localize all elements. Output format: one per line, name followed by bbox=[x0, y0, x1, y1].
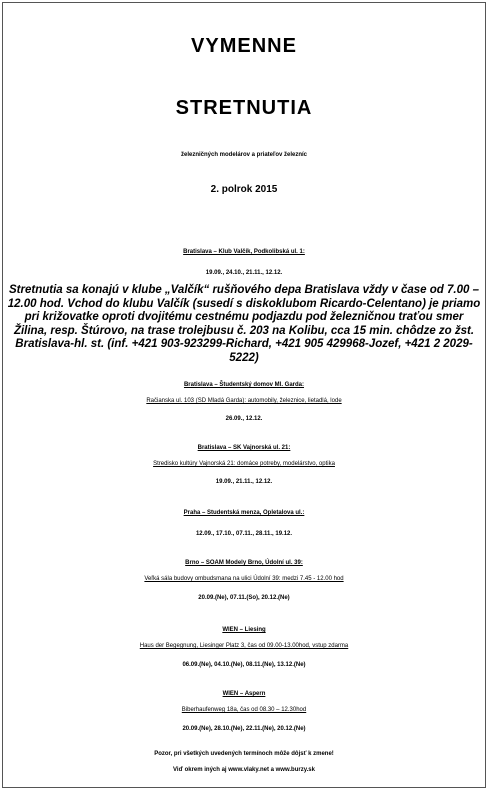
event-heading: Bratislava – SK Vajnorská ul. 21: bbox=[197, 445, 291, 451]
footer-warning: Pozor, pri všetkých uvedených termínoch môže dôjsť k zmene! bbox=[154, 751, 334, 757]
event-wien-liesing bbox=[3, 620, 485, 677]
period: 2. polrok 2015 bbox=[210, 184, 278, 195]
event-info: Haus der Begegnung, Liesinger Platz 3, čas od 09.00-13.00hod, vstup zdarma bbox=[139, 643, 349, 649]
event-heading: Bratislava – Klub Valčík, Podkolibská ul. 1: bbox=[183, 249, 305, 255]
event-info: Stredisko kultúry Vajnorská 21: domáce potreby, modelárstvo, optika bbox=[153, 461, 335, 467]
event-wien-aspern bbox=[3, 684, 485, 741]
event-info: Biberhaufenweg 18a, čas od 08.30 – 12.30hod bbox=[181, 707, 307, 713]
title-line-2: STRETNUTIA bbox=[175, 97, 313, 119]
event-heading: Bratislava – Študentský domov Ml. Garda: bbox=[183, 382, 305, 388]
event-heading: Praha – Studentská menza, Opletalova ul.: bbox=[183, 510, 305, 516]
footer-links: Viď okrem iných aj www.vlaky.net a www.burzy.sk bbox=[173, 767, 315, 773]
event-dates: 12.09., 17.10., 07.11., 28.11., 19.12. bbox=[195, 531, 293, 537]
event-praha bbox=[3, 503, 485, 545]
event-dates: 19.09., 21.11., 12.12. bbox=[215, 479, 273, 485]
event-bratislava-valcik bbox=[3, 242, 485, 365]
title-line-1: VYMENNE bbox=[191, 35, 297, 57]
event-bratislava-garda bbox=[3, 375, 485, 430]
event-info: Stretnutia sa konajú v klube „Valčík“ rušňového depa Bratislava vždy v čase od 7.00 – 12.00 hod. Vchod do klubu Valčík (susedí s diskoklubom Ricardo-Celentano) je priamo pri križovatke oproti dvojitému cestnému podjazdu pod železničnou traťou smer Žilina, resp. Štúrovo, na trase trolejbusu č. 203 na Kolibu, cca 15 min. chôdze zo žst. Bratislava-hl. st. (inf. +421 903-923299-Richard, +421 905 429968-Jozef, +421 2 2029-5222) bbox=[7, 284, 481, 364]
flyer bbox=[2, 2, 486, 788]
event-info: Račianska ul. 103 (SD Mladá Garda): automobily, železnice, lietadlá, lode bbox=[146, 398, 342, 404]
event-heading: WIEN – Aspern bbox=[222, 691, 266, 697]
subtitle: železničných modelárov a priateľov železníc bbox=[180, 152, 308, 158]
event-dates: 06.09.(Ne), 04.10.(Ne), 08.11.(Ne), 13.12.(Ne) bbox=[182, 662, 306, 668]
event-dates: 20.09.(Ne), 07.11.(So), 20.12.(Ne) bbox=[198, 595, 290, 601]
event-heading: WIEN – Liesing bbox=[222, 627, 266, 633]
event-info: Veľká sála budovy ombudsmana na ulici Údolní 39: medzi 7.45 - 12.00 hod bbox=[144, 576, 344, 582]
event-bratislava-vajnorska bbox=[3, 438, 485, 493]
event-heading: Brno – SOAM Modely Brno, Údolní ul. 39: bbox=[185, 560, 303, 566]
event-dates: 26.09., 12.12. bbox=[225, 416, 263, 422]
event-dates: 19.09., 24.10., 21.11., 12.12. bbox=[205, 270, 283, 276]
event-brno bbox=[3, 553, 485, 610]
event-dates: 20.09.(Ne), 28.10.(Ne), 22.11.(Ne), 20.12.(Ne) bbox=[182, 726, 306, 732]
